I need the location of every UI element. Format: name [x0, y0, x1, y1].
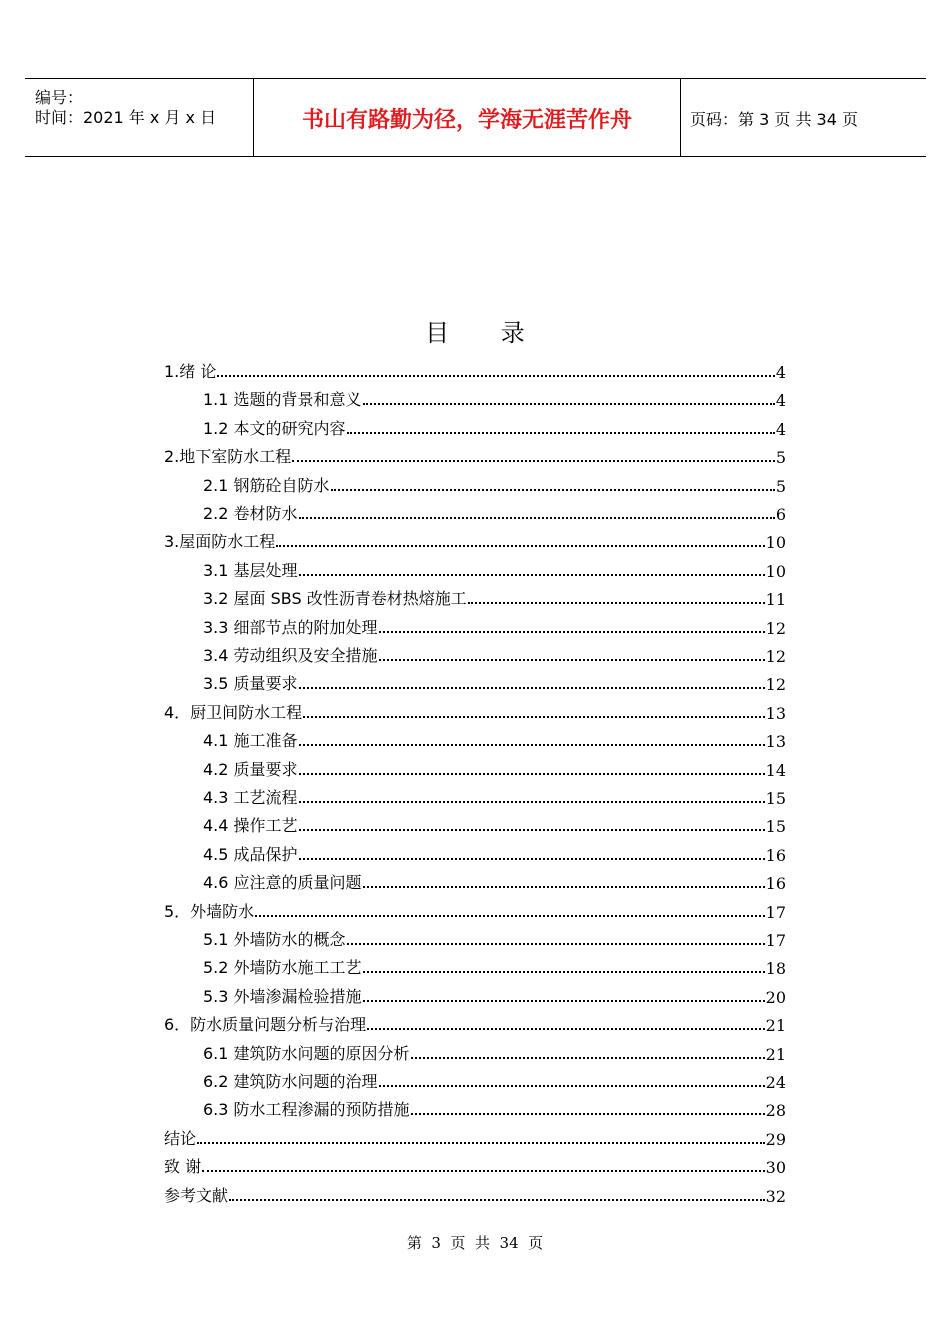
- header-page-info: 页码：第 3 页 共 34 页: [690, 110, 858, 129]
- toc-entry-label: 1.2 本文的研究内容: [203, 418, 346, 438]
- toc-entry[interactable]: [164, 1180, 786, 1206]
- toc-entry[interactable]: [203, 498, 786, 524]
- toc-entry[interactable]: [164, 896, 786, 922]
- toc-leader-dots: [202, 1170, 765, 1172]
- toc-leader-dots: [299, 801, 765, 803]
- toc-entry-page: 15: [765, 817, 786, 837]
- toc-entry[interactable]: [203, 1038, 786, 1064]
- toc-leader-dots: [299, 517, 775, 519]
- toc-leader-dots: [217, 375, 774, 377]
- page-header: [25, 78, 926, 157]
- toc-entry-label: 5.2 外墙防水施工工艺: [203, 958, 362, 978]
- toc-entry-page: 4: [775, 391, 786, 411]
- toc-entry[interactable]: [164, 697, 786, 723]
- toc-entry[interactable]: [203, 952, 786, 978]
- toc-entry-page: 21: [765, 1016, 786, 1036]
- toc-entry-label: 4.1 施工准备: [203, 731, 298, 751]
- toc-entry-label: 2.地下室防水工程: [164, 447, 292, 467]
- toc-entry-label: 致 谢: [164, 1157, 202, 1177]
- toc-entry[interactable]: [164, 526, 786, 552]
- toc-leader-dots: [411, 1113, 765, 1115]
- toc-entry-page: 5: [775, 448, 786, 468]
- toc-entry[interactable]: [203, 754, 786, 780]
- header-meta-cell: [25, 79, 253, 156]
- toc-entry-page: 30: [765, 1158, 786, 1178]
- toc-entry-page: 10: [765, 533, 786, 553]
- toc-entry-page: 5: [775, 476, 786, 496]
- toc-entry-page: 17: [765, 902, 786, 922]
- toc-entry-page: 29: [765, 1129, 786, 1149]
- toc-leader-dots: [411, 1057, 765, 1059]
- toc-entry-page: 6: [775, 505, 786, 524]
- toc-entry-label: 1.绪 论: [164, 362, 217, 381]
- toc-entry-page: 12: [765, 618, 786, 638]
- toc-leader-dots: [229, 1199, 765, 1201]
- toc-leader-dots: [303, 716, 764, 718]
- toc-entry[interactable]: [203, 924, 786, 950]
- toc-entry-page: 24: [765, 1073, 786, 1092]
- toc-entry-page: 17: [765, 931, 786, 950]
- toc-entry-label: 结论: [164, 1128, 197, 1148]
- toc-entry-page: 15: [765, 789, 786, 808]
- toc-entry-page: 32: [765, 1186, 786, 1206]
- document-code-label: 编号：: [35, 88, 84, 107]
- toc-entry-page: 12: [765, 675, 786, 695]
- toc-entry-page: 20: [765, 987, 786, 1007]
- toc-entry[interactable]: [203, 1094, 786, 1120]
- toc-entry-page: 16: [765, 874, 786, 894]
- document-date: 时间：2021 年 x 月 x 日: [35, 108, 217, 127]
- toc-entry-label: 3.屋面防水工程: [164, 532, 276, 552]
- toc-leader-dots: [379, 631, 765, 633]
- toc-entry[interactable]: [203, 867, 786, 893]
- toc-leader-dots: [331, 489, 775, 491]
- header-motto: 书山有路勤为径，学海无涯苦作舟: [301, 108, 632, 133]
- toc-entry-label: 2.1 钢筋砼自防水: [203, 475, 330, 495]
- toc-entry-label: 6．防水质量问题分析与治理: [164, 1015, 367, 1035]
- toc-entry-label: 3.3 细部节点的附加处理: [203, 617, 378, 637]
- toc-entry-page: 18: [765, 959, 786, 979]
- toc-entry[interactable]: [203, 839, 786, 865]
- toc-entry-label: 4.5 成品保护: [203, 844, 298, 864]
- toc-entry[interactable]: [203, 612, 786, 638]
- toc-entry-label: 3.5 质量要求: [203, 674, 298, 694]
- header-page-cell: [680, 79, 926, 156]
- toc-entry-page: 4: [775, 363, 786, 382]
- toc-leader-dots: [363, 971, 765, 973]
- toc-entry[interactable]: [164, 1123, 786, 1149]
- toc-entry-label: 参考文献: [164, 1185, 229, 1205]
- toc-leader-dots: [379, 659, 765, 661]
- toc-entry-label: 4．厨卫间防水工程: [164, 702, 303, 722]
- toc-entry-label: 4.2 质量要求: [203, 759, 298, 779]
- toc-leader-dots: [363, 1000, 765, 1002]
- toc-entry[interactable]: [203, 640, 786, 666]
- page-footer: 第 3 页 共 34 页: [406, 1234, 544, 1252]
- toc-leader-dots: [299, 574, 765, 576]
- toc-leader-dots: [299, 858, 765, 860]
- toc-leader-dots: [299, 829, 765, 831]
- toc-entry-label: 5.3 外墙渗漏检验措施: [203, 986, 362, 1006]
- toc-entry[interactable]: [203, 470, 786, 496]
- toc-entry[interactable]: [203, 413, 786, 439]
- toc-entry-label: 3.4 劳动组织及安全措施: [203, 646, 378, 665]
- toc-entry-page: 10: [765, 561, 786, 581]
- toc-entry-label: 6.2 建筑防水问题的治理: [203, 1072, 378, 1091]
- toc-entry-label: 5.1 外墙防水的概念: [203, 930, 346, 949]
- toc-entry[interactable]: [203, 1066, 786, 1092]
- toc-leader-dots: [292, 460, 775, 462]
- toc-entry[interactable]: [203, 384, 786, 410]
- toc-entry[interactable]: [203, 810, 786, 836]
- toc-leader-dots: [347, 943, 765, 945]
- toc-entry-page: 13: [765, 703, 786, 723]
- toc-entry[interactable]: [164, 1009, 786, 1035]
- toc-entry[interactable]: [203, 981, 786, 1007]
- toc-leader-dots: [347, 432, 775, 434]
- toc-entry-label: 6.1 建筑防水问题的原因分析: [203, 1043, 410, 1063]
- toc-entry-label: 4.4 操作工艺: [203, 816, 298, 836]
- toc-entry[interactable]: [164, 441, 786, 467]
- toc-entry-label: 5．外墙防水: [164, 901, 255, 921]
- toc-entry-label: 6.3 防水工程渗漏的预防措施: [203, 1100, 410, 1120]
- toc-entry-label: 3.1 基层处理: [203, 560, 298, 580]
- toc-leader-dots: [363, 886, 765, 888]
- toc-title: 目 录: [425, 319, 547, 347]
- toc-entry[interactable]: [164, 356, 786, 382]
- toc-leader-dots: [299, 744, 765, 746]
- toc-entry-page: 28: [765, 1101, 786, 1121]
- toc-entry-label: 4.3 工艺流程: [203, 788, 298, 807]
- toc-entry[interactable]: [164, 1151, 786, 1177]
- toc-entry-page: 14: [765, 760, 786, 780]
- header-motto-cell: [253, 79, 681, 156]
- toc-entry[interactable]: [203, 668, 786, 694]
- toc-leader-dots: [255, 915, 764, 917]
- toc-entry[interactable]: [203, 782, 786, 808]
- toc-leader-dots: [197, 1142, 765, 1144]
- toc-entry-page: 13: [765, 732, 786, 752]
- toc-leader-dots: [299, 773, 765, 775]
- toc-entry-label: 3.2 屋面 SBS 改性沥青卷材热熔施工: [203, 589, 467, 609]
- toc-leader-dots: [363, 403, 775, 405]
- toc-entry-label: 4.6 应注意的质量问题: [203, 873, 362, 893]
- toc-entry[interactable]: [203, 583, 786, 609]
- toc-entry-page: 4: [775, 419, 786, 439]
- toc-entry-page: 16: [765, 845, 786, 865]
- toc-leader-dots: [379, 1085, 765, 1087]
- toc-entry-page: 11: [765, 590, 786, 610]
- toc-entry-label: 1.1 选题的背景和意义: [203, 390, 362, 410]
- toc-entry[interactable]: [203, 555, 786, 581]
- toc-entry-page: 12: [765, 647, 786, 666]
- toc-entry[interactable]: [203, 725, 786, 751]
- toc-leader-dots: [299, 687, 765, 689]
- toc-leader-dots: [367, 1028, 764, 1030]
- toc-entry-page: 21: [765, 1044, 786, 1064]
- toc-leader-dots: [468, 602, 765, 604]
- toc-entry-label: 2.2 卷材防水: [203, 504, 298, 523]
- toc-leader-dots: [276, 545, 764, 547]
